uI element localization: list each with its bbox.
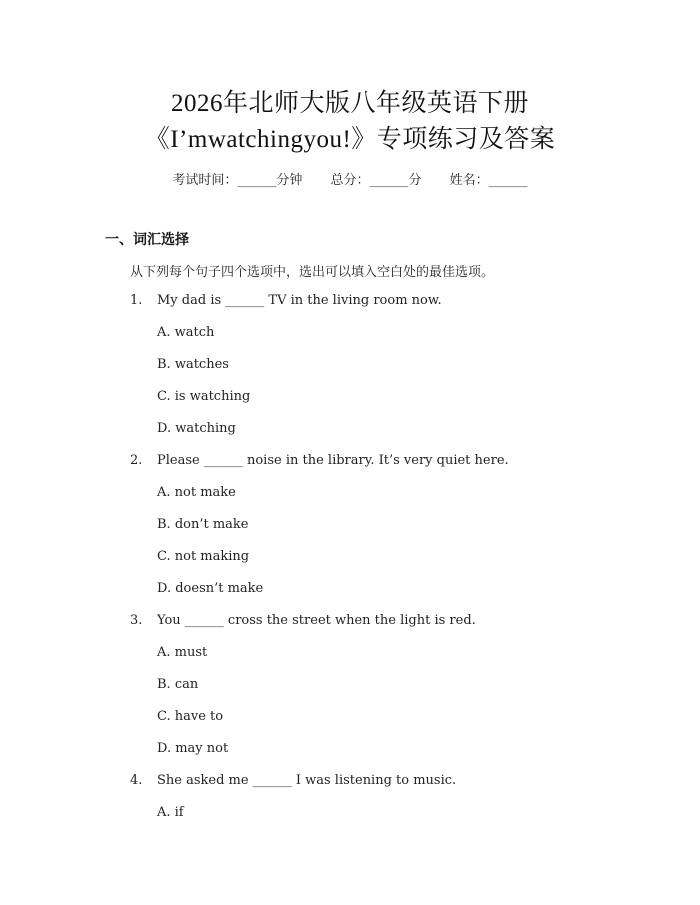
question-3-option-b: B. can [157,677,199,692]
total-score-field: 总分：______分 [330,173,422,188]
question-4 [130,773,456,788]
document-title-line1: 2026年北师大版八年级英语下册 [170,90,529,117]
question-1-option-a: A. watch [157,325,215,340]
question-2-option-b: B. don’t make [157,517,249,532]
question-2 [130,453,509,468]
question-2-option-d: D. doesn’t make [157,581,264,596]
exam-info [0,169,700,188]
section-instruction: 从下列每个句子四个选项中，选出可以填入空白处的最佳选项。 [130,265,495,280]
question-number: 2. [130,453,143,468]
question-1-option-c: C. is watching [157,389,251,404]
question-number: 3. [130,613,143,628]
question-text: My dad is ______ TV in the living room now. [157,293,442,308]
question-2-option-a: A. not make [157,485,236,500]
question-text: She asked me ______ I was listening to music. [157,773,457,788]
question-number: 1. [130,293,143,308]
exam-time-field: 考试时间：______分钟 [172,173,303,188]
question-text: You ______ cross the street when the light is red. [157,613,476,628]
question-3-option-c: C. have to [157,709,224,724]
question-3 [130,613,476,628]
student-name-field: 姓名：______ [449,173,528,188]
question-1 [130,293,442,308]
question-3-option-d: D. may not [157,741,229,756]
question-1-option-d: D. watching [157,421,236,436]
question-4-option-a: A. if [157,805,184,820]
question-1-option-b: B. watches [157,357,229,372]
question-2-option-c: C. not making [157,549,250,564]
question-3-option-a: A. must [157,645,208,660]
question-text: Please ______ noise in the library. It’s very quiet here. [157,453,509,468]
document-title-line2: 《I’mwatchingyou!》专项练习及答案 [144,126,556,153]
section-heading: 一、词汇选择 [105,232,189,248]
question-number: 4. [130,773,143,788]
